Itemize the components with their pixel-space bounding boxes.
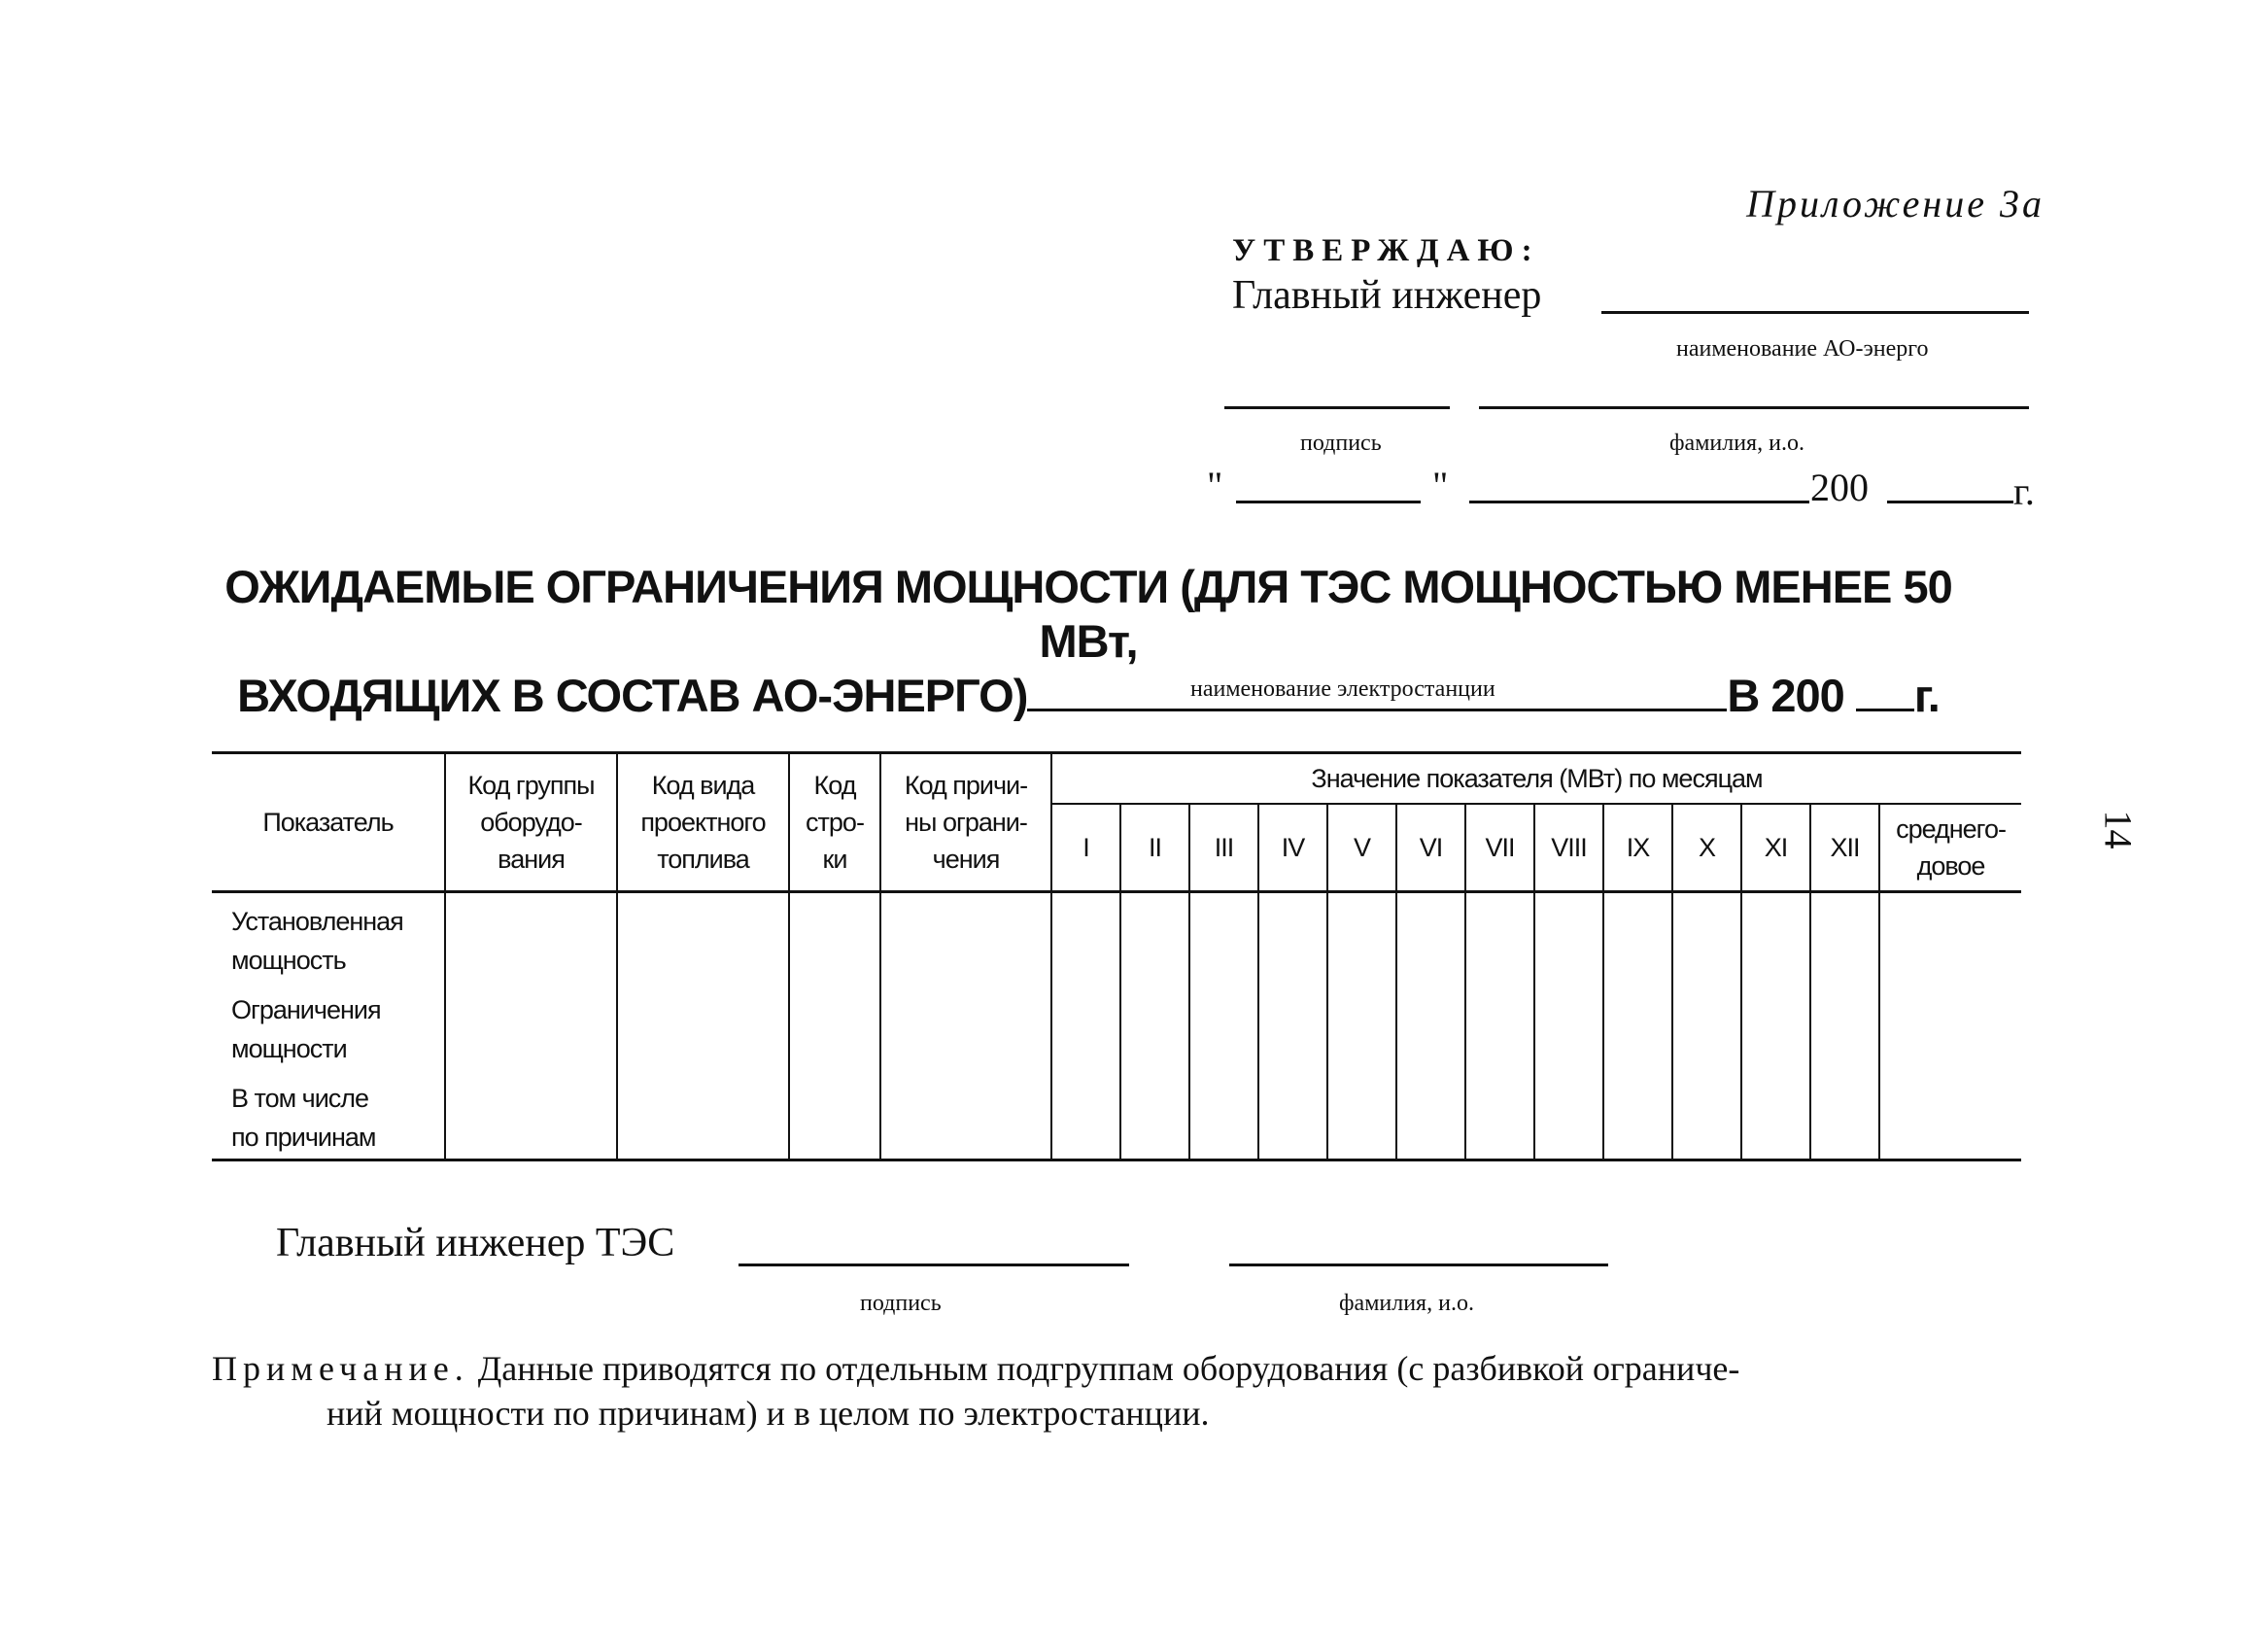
header-line-code (789, 753, 880, 892)
header-reason-code (880, 753, 1051, 892)
empty-cell[interactable] (1534, 892, 1603, 1160)
empty-cell[interactable] (617, 892, 789, 1160)
ao-name-line (1601, 311, 2029, 314)
row-label-line: по причинам (231, 1123, 376, 1152)
date-year-line (1887, 501, 2013, 503)
header-month-5: V (1327, 804, 1396, 892)
header-average (1879, 804, 2021, 892)
empty-cell[interactable] (1396, 892, 1465, 1160)
header-line-code-l3: ки (822, 845, 847, 874)
title-year-suffix: г. (1913, 670, 1940, 721)
header-month-2: II (1120, 804, 1189, 892)
row-label-line: В том числе (231, 1084, 369, 1113)
empty-cell[interactable] (1810, 892, 1879, 1160)
empty-cell[interactable] (880, 892, 1051, 1160)
header-month-9: IX (1603, 804, 1672, 892)
tes-name-caption: фамилия, и.о. (1339, 1291, 1474, 1316)
signature-line (1224, 406, 1450, 409)
row-label (212, 893, 444, 982)
header-group-code (445, 753, 617, 892)
tes-name-line (1229, 1264, 1608, 1266)
limits-table (212, 751, 2021, 1161)
header-month-1: I (1051, 804, 1120, 892)
date-quote-open: " (1207, 464, 1223, 507)
table-row (212, 892, 2021, 1160)
row-label (212, 1070, 444, 1159)
empty-cell[interactable] (1741, 892, 1810, 1160)
document-title (175, 560, 2002, 723)
empty-cell[interactable] (1189, 892, 1258, 1160)
title-year-prefix: В 200 (1727, 670, 1844, 721)
header-line-code-l2: стро- (806, 808, 864, 837)
note-line-2: ний мощности по причинам) и в целом по электростанции. (326, 1394, 1210, 1433)
title-line-1: ОЖИДАЕМЫЕ ОГРАНИЧЕНИЯ МОЩНОСТИ (ДЛЯ ТЭС МОЩНОСТЬЮ МЕНЕЕ 50 МВт, (224, 561, 1952, 667)
tes-signature-line (739, 1264, 1129, 1266)
header-fuel-code-l1: Код вида (651, 771, 755, 800)
empty-cell[interactable] (445, 892, 617, 1160)
note (212, 1346, 2039, 1436)
row-label-line: мощности (231, 1034, 347, 1063)
header-group-code-l3: вания (498, 845, 565, 874)
name-line (1479, 406, 2029, 409)
empty-cell[interactable] (1879, 892, 2021, 1160)
title-line-2 (175, 669, 2002, 723)
header-month-11: XI (1741, 804, 1810, 892)
header-month-6: VI (1396, 804, 1465, 892)
title-line-2-prefix: ВХОДЯЩИХ В СОСТАВ АО-ЭНЕРГО) (237, 670, 1028, 721)
date-month-line (1469, 501, 1809, 503)
note-head: Примечание. (212, 1349, 469, 1388)
header-average-l1: среднего- (1896, 814, 2006, 844)
date-quote-close: " (1432, 464, 1449, 507)
chief-engineer-label: Главный инженер (1232, 273, 1542, 318)
station-name-caption: наименование электростанции (1190, 676, 1495, 702)
page-number: 14 (2096, 810, 2141, 849)
header-indicator: Показатель (212, 753, 445, 892)
header-fuel-code-l3: топлива (657, 845, 749, 874)
empty-cell[interactable] (1327, 892, 1396, 1160)
header-month-12: XII (1810, 804, 1879, 892)
header-fuel-code-l2: проектного (640, 808, 766, 837)
header-reason-code-l1: Код причи- (904, 771, 1028, 800)
note-line-1: Данные приводятся по отдельным подгруппам оборудования (с разбивкой ограниче- (477, 1349, 1740, 1388)
date-day-line (1236, 501, 1421, 503)
header-month-3: III (1189, 804, 1258, 892)
row-label-line: мощность (231, 946, 346, 975)
tes-signature-caption: подпись (860, 1291, 942, 1316)
empty-cell[interactable] (1465, 892, 1534, 1160)
header-month-4: IV (1258, 804, 1327, 892)
header-group-code-l1: Код группы (467, 771, 595, 800)
ao-name-caption: наименование АО-энерго (1676, 336, 1929, 362)
empty-cell[interactable] (1603, 892, 1672, 1160)
header-reason-code-l2: ны ограни- (905, 808, 1027, 837)
empty-cell[interactable] (1051, 892, 1120, 1160)
header-line-code-l1: Код (813, 771, 856, 800)
empty-cell[interactable] (789, 892, 880, 1160)
empty-cell[interactable] (1258, 892, 1327, 1160)
header-reason-code-l3: чения (932, 845, 1000, 874)
date-suffix: г. (2013, 469, 2035, 513)
approve-label: УТВЕРЖДАЮ: (1232, 233, 1540, 268)
row-label-line: Установленная (231, 907, 403, 936)
title-year-line (1856, 672, 1914, 711)
header-months-title: Значение показателя (МВт) по месяцам (1051, 753, 2021, 805)
signature-caption: подпись (1300, 431, 1382, 456)
header-month-10: X (1672, 804, 1741, 892)
header-group-code-l2: оборудо- (480, 808, 582, 837)
appendix-label: Приложение 3а (1746, 182, 2045, 225)
empty-cell[interactable] (1672, 892, 1741, 1160)
header-average-l2: довое (1916, 851, 1985, 881)
name-caption: фамилия, и.о. (1669, 431, 1804, 456)
header-month-8: VIII (1534, 804, 1603, 892)
empty-cell[interactable] (1120, 892, 1189, 1160)
row-label-line: Ограничения (231, 995, 381, 1024)
header-fuel-code (617, 753, 789, 892)
date-year-prefix: 200 (1810, 466, 1869, 509)
row-label (212, 982, 444, 1070)
header-month-7: VII (1465, 804, 1534, 892)
row-label-cell (212, 892, 445, 1160)
chief-tes-label: Главный инженер ТЭС (276, 1221, 675, 1265)
